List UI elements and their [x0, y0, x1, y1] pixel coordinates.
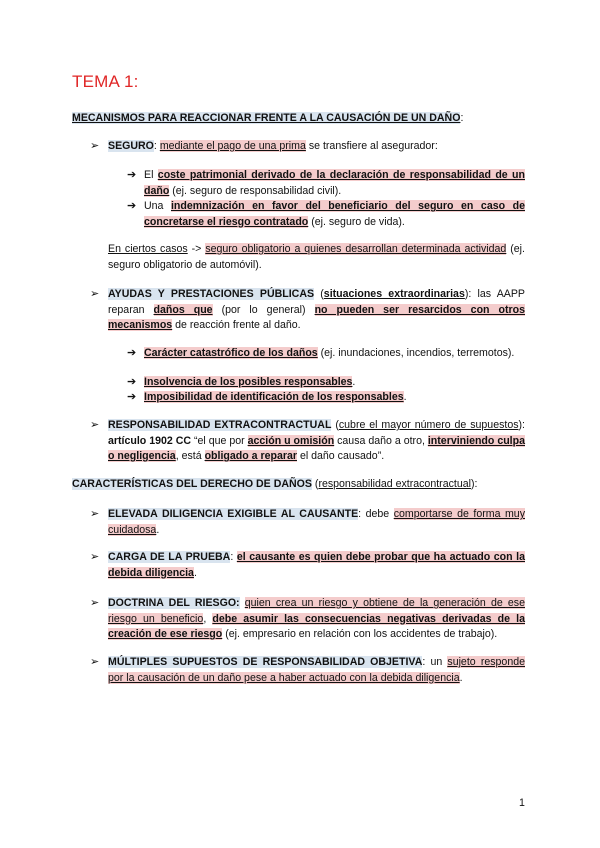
- text-run: :: [230, 551, 237, 563]
- text-run: : un: [422, 656, 448, 668]
- section-heading-text: MECANISMOS PARA REACCIONAR FRENTE A LA CAUSACIÓN DE UN DAÑO: [72, 112, 461, 124]
- section-heading-text: CARACTERÍSTICAS DEL DERECHO DE DAÑOS: [72, 478, 312, 490]
- text-run: ): las AAPP reparan: [108, 288, 525, 316]
- underlined-text: cubre el mayor número de supuestos: [338, 419, 519, 431]
- bullet-arrowhead-icon: ➢: [90, 288, 100, 300]
- item-seguro: [108, 139, 438, 154]
- seguro-sub-indemnizacion: [144, 199, 525, 230]
- highlight-text: indemnización en favor del beneficiario del seguro en caso de concretarse el riesgo contratado: [144, 200, 525, 228]
- bullet-arrowhead-icon: ➢: [90, 597, 100, 609]
- underlined-text: En ciertos casos: [108, 243, 188, 255]
- text-run: .: [352, 376, 356, 388]
- item-label: CARGA DE LA PRUEBA: [108, 551, 231, 563]
- highlight-text: mediante el pago de una prima: [159, 140, 306, 152]
- text-run: :: [153, 140, 160, 152]
- text-run: [240, 597, 245, 609]
- item-label: AYUDAS Y PRESTACIONES PÚBLICAS: [108, 288, 315, 300]
- text-run: se transfiere al asegurador:: [305, 140, 438, 152]
- bullet-arrow-icon: ➔: [127, 347, 137, 359]
- item-diligencia: [108, 507, 525, 538]
- bold-text: artículo 1902 CC: [108, 434, 192, 447]
- highlight-text: interviniendo culpa o negligencia: [108, 434, 525, 462]
- item-label: SEGURO: [108, 140, 154, 152]
- highlight-text: obligado a reparar: [204, 450, 297, 462]
- item-label: MÚLTIPLES SUPUESTOS DE RESPONSABILIDAD OBJETIVA: [108, 656, 423, 668]
- underlined-text: situaciones extraordinarias: [323, 288, 465, 300]
- underlined-text: responsabilidad extracontractual: [318, 478, 471, 490]
- bullet-arrow-icon: ➔: [127, 391, 137, 403]
- section-heading-caracteristicas: [72, 477, 477, 492]
- text-run: de reacción frente al daño.: [172, 319, 301, 331]
- bullet-arrowhead-icon: ➢: [90, 419, 100, 431]
- item-responsabilidad-objetiva: [108, 655, 525, 686]
- highlight-text: sujeto responde por la causación de un daño pese a haber actuado con la debida diligencia: [108, 656, 525, 684]
- text-run: (: [311, 478, 319, 490]
- item-doctrina-riesgo: [108, 596, 525, 643]
- page-number: 1: [519, 797, 525, 809]
- bullet-arrowhead-icon: ➢: [90, 656, 100, 668]
- bullet-arrow-icon: ➔: [127, 169, 137, 181]
- text-run: ->: [187, 243, 206, 255]
- text-run: (ej. seguro de vida).: [308, 215, 405, 228]
- text-run: “el que por: [191, 434, 248, 447]
- text-run: causa daño a otro,: [334, 434, 428, 447]
- text-run: .: [403, 391, 407, 403]
- highlight-text: Insolvencia de los posibles responsables: [144, 376, 353, 388]
- text-run: , está: [175, 450, 205, 462]
- text-run: ,: [203, 612, 213, 625]
- highlight-text: quien crea un riesgo y obtiene de la generación de ese riesgo un beneficio: [108, 597, 525, 625]
- highlight-text: acción u omisión: [247, 434, 335, 447]
- item-responsabilidad: [108, 418, 525, 465]
- bullet-arrowhead-icon: ➢: [90, 551, 100, 563]
- heading-colon: :: [460, 112, 464, 124]
- item-label: DOCTRINA DEL RIESGO:: [108, 597, 240, 609]
- text-run: .: [156, 523, 160, 536]
- item-carga-prueba: [108, 550, 525, 581]
- ayudas-sub-imposibilidad: [144, 390, 407, 405]
- highlight-text: Carácter catastrófico de los daños: [144, 347, 318, 359]
- text-run: (por lo general): [212, 303, 315, 316]
- bullet-arrow-icon: ➔: [127, 200, 137, 212]
- seguro-sub-coste: [144, 168, 525, 199]
- text-run: el daño causado”.: [297, 450, 385, 462]
- text-run: .: [459, 671, 463, 684]
- highlight-text: debe asumir las consecuencias negativas derivadas de la creación de ese riesgo: [108, 612, 525, 640]
- bullet-arrowhead-icon: ➢: [90, 140, 100, 152]
- section-heading-mecanismos: [72, 111, 463, 126]
- text-run: (ej. seguro obligatorio de automóvil).: [108, 243, 525, 271]
- highlight-text: Imposibilidad de identificación de los responsables: [144, 391, 404, 403]
- seguro-note: [108, 242, 525, 273]
- page-title: TEMA 1:: [72, 72, 139, 91]
- item-label: ELEVADA DILIGENCIA EXIGIBLE AL CAUSANTE: [108, 508, 359, 520]
- item-ayudas: [108, 287, 525, 334]
- bullet-arrow-icon: ➔: [127, 376, 137, 388]
- text-run: (: [314, 288, 324, 300]
- text-run: (: [331, 419, 339, 431]
- highlight-text: coste patrimonial derivado de la declaración de responsabilidad de un daño: [144, 169, 525, 197]
- text-run: ):: [470, 478, 478, 490]
- highlight-text: no pueden ser resarcidos con otros mecanismos: [108, 303, 526, 331]
- bullet-arrowhead-icon: ➢: [90, 508, 100, 520]
- highlight-text: seguro obligatorio a quienes desarrollan determinada actividad: [205, 243, 507, 255]
- highlight-text: comportarse de forma muy cuidadosa: [108, 508, 525, 536]
- text-run: Una: [144, 200, 171, 212]
- text-run: (ej. inundaciones, incendios, terremotos).: [317, 347, 515, 359]
- highlight-text: el causante es quien debe probar que ha actuado con la debida diligencia: [108, 551, 525, 579]
- text-run: : debe: [358, 508, 394, 520]
- text-run: ):: [518, 419, 525, 431]
- highlight-text: daños que: [153, 303, 213, 316]
- text-run: .: [193, 566, 197, 579]
- text-run: El: [144, 169, 158, 181]
- text-run: (ej. seguro de responsabilidad civil).: [169, 184, 342, 197]
- ayudas-sub-insolvencia: [144, 375, 355, 390]
- item-label: RESPONSABILIDAD EXTRACONTRACTUAL: [108, 419, 332, 431]
- ayudas-sub-catastrofico: [144, 346, 525, 362]
- text-run: (ej. empresario en relación con los accidentes de trabajo).: [222, 628, 498, 640]
